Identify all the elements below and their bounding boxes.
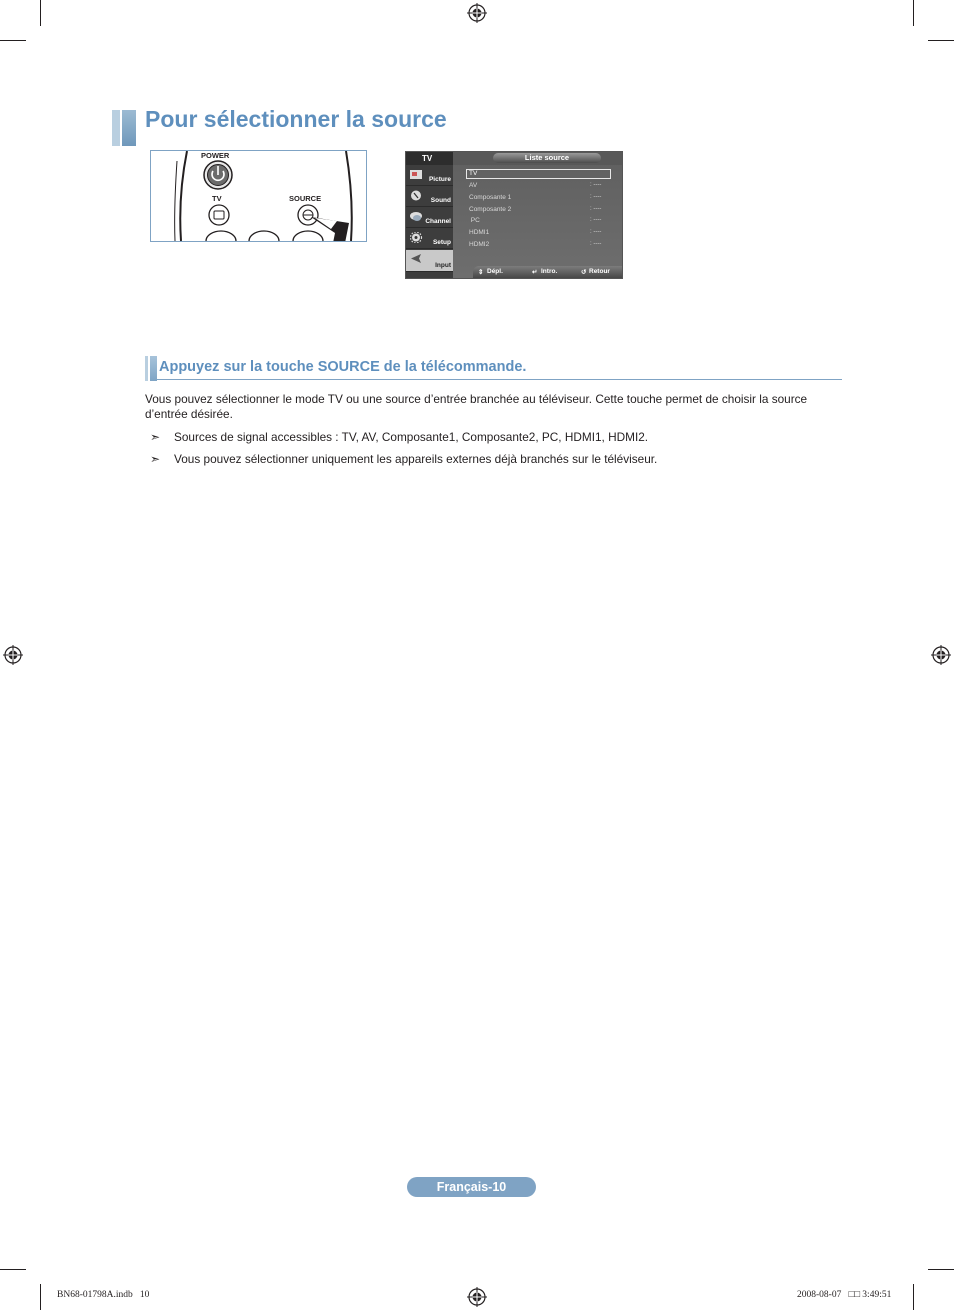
- crop-mark: [0, 40, 26, 41]
- osd-menu-item-channel: Channel: [406, 208, 453, 228]
- osd-menu-item-setup: Setup: [406, 229, 453, 249]
- crop-mark: [40, 0, 41, 26]
- note-arrow-icon: ➣: [150, 452, 161, 466]
- remote-illustration: [150, 150, 367, 242]
- crop-mark: [40, 1284, 41, 1310]
- source-label: SOURCE: [289, 194, 322, 203]
- section-heading: Appuyez sur la touche SOURCE de la télécommande.: [159, 359, 527, 375]
- registration-mark-icon: [931, 645, 951, 665]
- crop-mark: [928, 40, 954, 41]
- print-slug-file: BN68-01798A.indb 10: [57, 1290, 150, 1300]
- osd-source-pc-value: : ----: [590, 217, 602, 223]
- tv-label: TV: [212, 194, 222, 203]
- osd-selection-highlight: [466, 169, 611, 179]
- print-slug-datetime: 2008-08-07 □□ 3:49:51: [797, 1290, 892, 1300]
- body-paragraph: Vous pouvez sélectionner le mode TV ou une source d’entrée branchée au téléviseur. Cette touche permet de choisir la source d’entrée désirée.: [145, 392, 808, 421]
- registration-mark-icon: [467, 1287, 487, 1307]
- osd-source-tv: TV: [469, 170, 478, 177]
- osd-source-pc: PC: [469, 217, 480, 224]
- note-text: Vous pouvez sélectionner uniquement les appareils externes déjà branchés sur le téléviseur.: [174, 452, 658, 466]
- note-arrow-icon: ➣: [150, 430, 161, 444]
- osd-footer-enter: Intro.: [541, 268, 558, 275]
- crop-mark: [928, 1269, 954, 1270]
- move-icon: ⇕: [478, 269, 484, 276]
- osd-source-comp1-value: : ----: [590, 194, 602, 200]
- osd-header: TV: [406, 152, 453, 165]
- enter-icon: ↵: [532, 269, 538, 276]
- return-icon: ↺: [581, 269, 587, 276]
- osd-source-comp2-value: : ----: [590, 206, 602, 212]
- note-text: Sources de signal accessibles : TV, AV, Composante1, Composante2, PC, HDMI1, HDMI2.: [174, 430, 649, 444]
- remote-control-icon: [151, 151, 366, 241]
- osd-source-hdmi2: HDMI2: [469, 241, 490, 248]
- osd-menu-title: Liste source: [493, 153, 601, 163]
- registration-mark-icon: [3, 645, 23, 665]
- setup-icon: [410, 232, 423, 243]
- sound-icon: [410, 190, 423, 201]
- registration-mark-icon: [467, 3, 487, 23]
- osd-source-av-value: : ----: [590, 182, 602, 188]
- osd-source-hdmi1: HDMI1: [469, 229, 490, 236]
- section-rule: [157, 379, 842, 380]
- osd-source-hdmi1-value: : ----: [590, 229, 602, 235]
- osd-source-hdmi2-value: : ----: [590, 241, 602, 247]
- channel-icon: [410, 211, 423, 222]
- osd-footer-move: Dépl.: [487, 268, 503, 275]
- input-icon: [410, 253, 423, 264]
- osd-source-comp1: Composante 1: [469, 194, 512, 201]
- osd-source-av: AV: [469, 182, 478, 189]
- picture-icon: [410, 169, 423, 180]
- page-number-badge: Français-10: [407, 1177, 536, 1197]
- osd-menu-item-input: Input: [406, 250, 453, 272]
- crop-mark: [0, 1269, 26, 1270]
- title-accent-bar: [112, 110, 136, 146]
- osd-sidebar: [406, 152, 453, 278]
- osd-source-comp2: Composante 2: [469, 206, 512, 213]
- crop-mark: [913, 1284, 914, 1310]
- osd-main-panel: [453, 152, 622, 278]
- power-label: POWER: [201, 151, 230, 160]
- tv-osd-screen: [405, 151, 623, 279]
- osd-footer: [473, 266, 622, 278]
- osd-footer-back: Retour: [589, 268, 610, 275]
- page-title: Pour sélectionner la source: [145, 106, 447, 132]
- crop-mark: [913, 0, 914, 26]
- osd-menu-item-picture: Picture: [406, 166, 453, 186]
- osd-menu-item-sound: Sound: [406, 187, 453, 207]
- section-accent-bar: [145, 356, 157, 381]
